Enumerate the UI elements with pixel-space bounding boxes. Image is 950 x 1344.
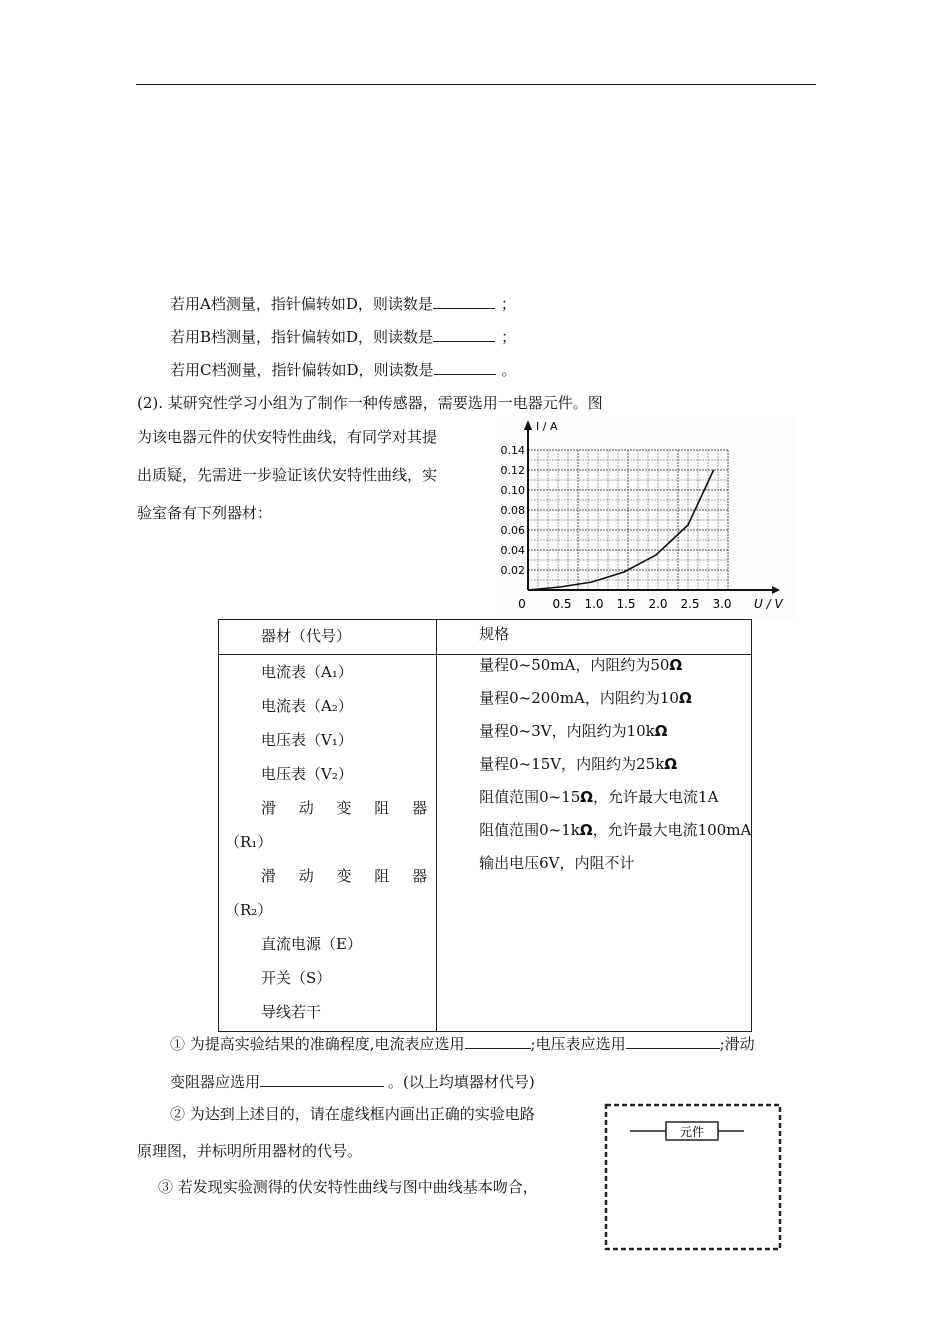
header-rule [136,84,816,85]
table-row: 电压表（V₁） [261,731,353,749]
spec-row: 量程0~3V，内阻约为10kΩ [479,722,668,740]
sub1-line2 [170,1071,535,1093]
sub1-text-b: ;电压表应选用 [530,1035,626,1053]
sub1-text-c: ;滑动 [719,1035,755,1053]
table-row: 导线若干 [261,1003,322,1021]
reading-b-text: 若用B档测量，指针偏转如D，则读数是 [170,328,434,346]
y-tick-label: 0.10 [500,484,525,497]
table-row: （R₁） [225,833,273,851]
punct: 。 [501,361,517,379]
x-tick-label: 3.0 [712,597,732,611]
x-tick-label: 1.0 [584,597,604,611]
header-equipment: 器材（代号） [261,627,352,645]
equipment-table [218,619,752,1032]
circuit-drawing-box[interactable] [600,1100,786,1254]
table-row: 直流电源（E） [261,935,362,953]
spec-row: 量程0~50mA，内阻约为50Ω [479,656,683,674]
reading-c-text: 若用C档测量，指针偏转如D，则读数是 [170,361,434,379]
table-row: （R₂） [225,901,273,919]
spec-list [437,655,752,1032]
y-tick-label: 0.06 [500,524,525,537]
y-tick-label: 0.14 [500,444,525,457]
answer-blank-a[interactable] [433,294,495,309]
y-tick-label: 0.12 [500,464,525,477]
table-body-row [219,655,752,1032]
answer-blank-ammeter[interactable] [465,1034,531,1049]
y-tick-label: 0.02 [500,564,525,577]
table-row: 滑 动 变 阻 器 [261,867,437,885]
sub1-text-e: 。(以上均填器材代号) [388,1073,535,1091]
reading-line-b [170,326,516,348]
answer-blank-voltmeter[interactable] [626,1034,720,1049]
reading-line-a [170,293,516,315]
origin-label: 0 [518,597,526,611]
x-tick-label: 0.5 [552,597,572,611]
sub2-line1: ② 为达到上述目的，请在虚线框内画出正确的实验电路 [170,1105,535,1123]
table-row: 滑 动 变 阻 器 [261,799,437,817]
spec-row: 量程0~15V，内阻约为25kΩ [479,755,678,773]
spec-row: 量程0~200mA，内阻约为10Ω [479,689,692,707]
sub2-line2: 原理图，并标明所用器材的代号。 [137,1142,363,1160]
answer-blank-rheostat[interactable] [260,1072,384,1087]
x-axis-label: U / V [754,597,783,611]
y-tick-label: 0.08 [500,504,525,517]
sub1-text-d: 变阻器应选用 [170,1073,261,1091]
sub1-text-a: ① 为提高实验结果的准确程度,电流表应选用 [170,1035,465,1053]
sub3-line1: ③ 若发现实验测得的伏安特性曲线与图中曲线基本吻合， [158,1178,538,1196]
x-tick-label: 2.5 [680,597,700,611]
equipment-list [219,655,437,1032]
punct: ； [500,295,516,313]
table-row: 电流表（A₂） [261,697,353,715]
iv-curve-chart [496,416,796,618]
table-row: 电压表（V₂） [261,765,353,783]
table-row: 电流表（A₁） [261,663,353,681]
q2-intro-line1: (2). 某研究性学习小组为了制作一种传感器，需要选用一电器元件。图 [137,394,603,412]
y-tick-label: 0.04 [500,544,525,557]
reading-a-text: 若用A档测量，指针偏转如D，则读数是 [170,295,433,313]
spec-row: 阻值范围0~1kΩ，允许最大电流100mA [479,821,752,839]
answer-blank-b[interactable] [433,327,495,342]
q2-intro-line2: 为该电器元件的伏安特性曲线，有同学对其提 [137,428,438,446]
header-spec: 规格 [479,625,510,643]
y-axis-label: I / A [536,420,558,433]
answer-blank-c[interactable] [434,360,496,375]
q2-intro-line4: 验室备有下列器材： [137,504,273,522]
x-tick-label: 2.0 [648,597,668,611]
x-tick-label: 1.5 [616,597,636,611]
punct: ； [501,328,517,346]
q2-intro-line3: 出质疑，先需进一步验证该伏安特性曲线，实 [137,466,438,484]
spec-row: 阻值范围0~15Ω，允许最大电流1A [479,788,719,806]
component-label: 元件 [679,1125,705,1139]
spec-row: 输出电压6V，内阻不计 [479,854,635,872]
sub1-line1 [170,1033,755,1055]
chart-background [496,416,796,618]
reading-line-c [170,359,517,381]
table-row: 开关（S） [261,969,332,987]
